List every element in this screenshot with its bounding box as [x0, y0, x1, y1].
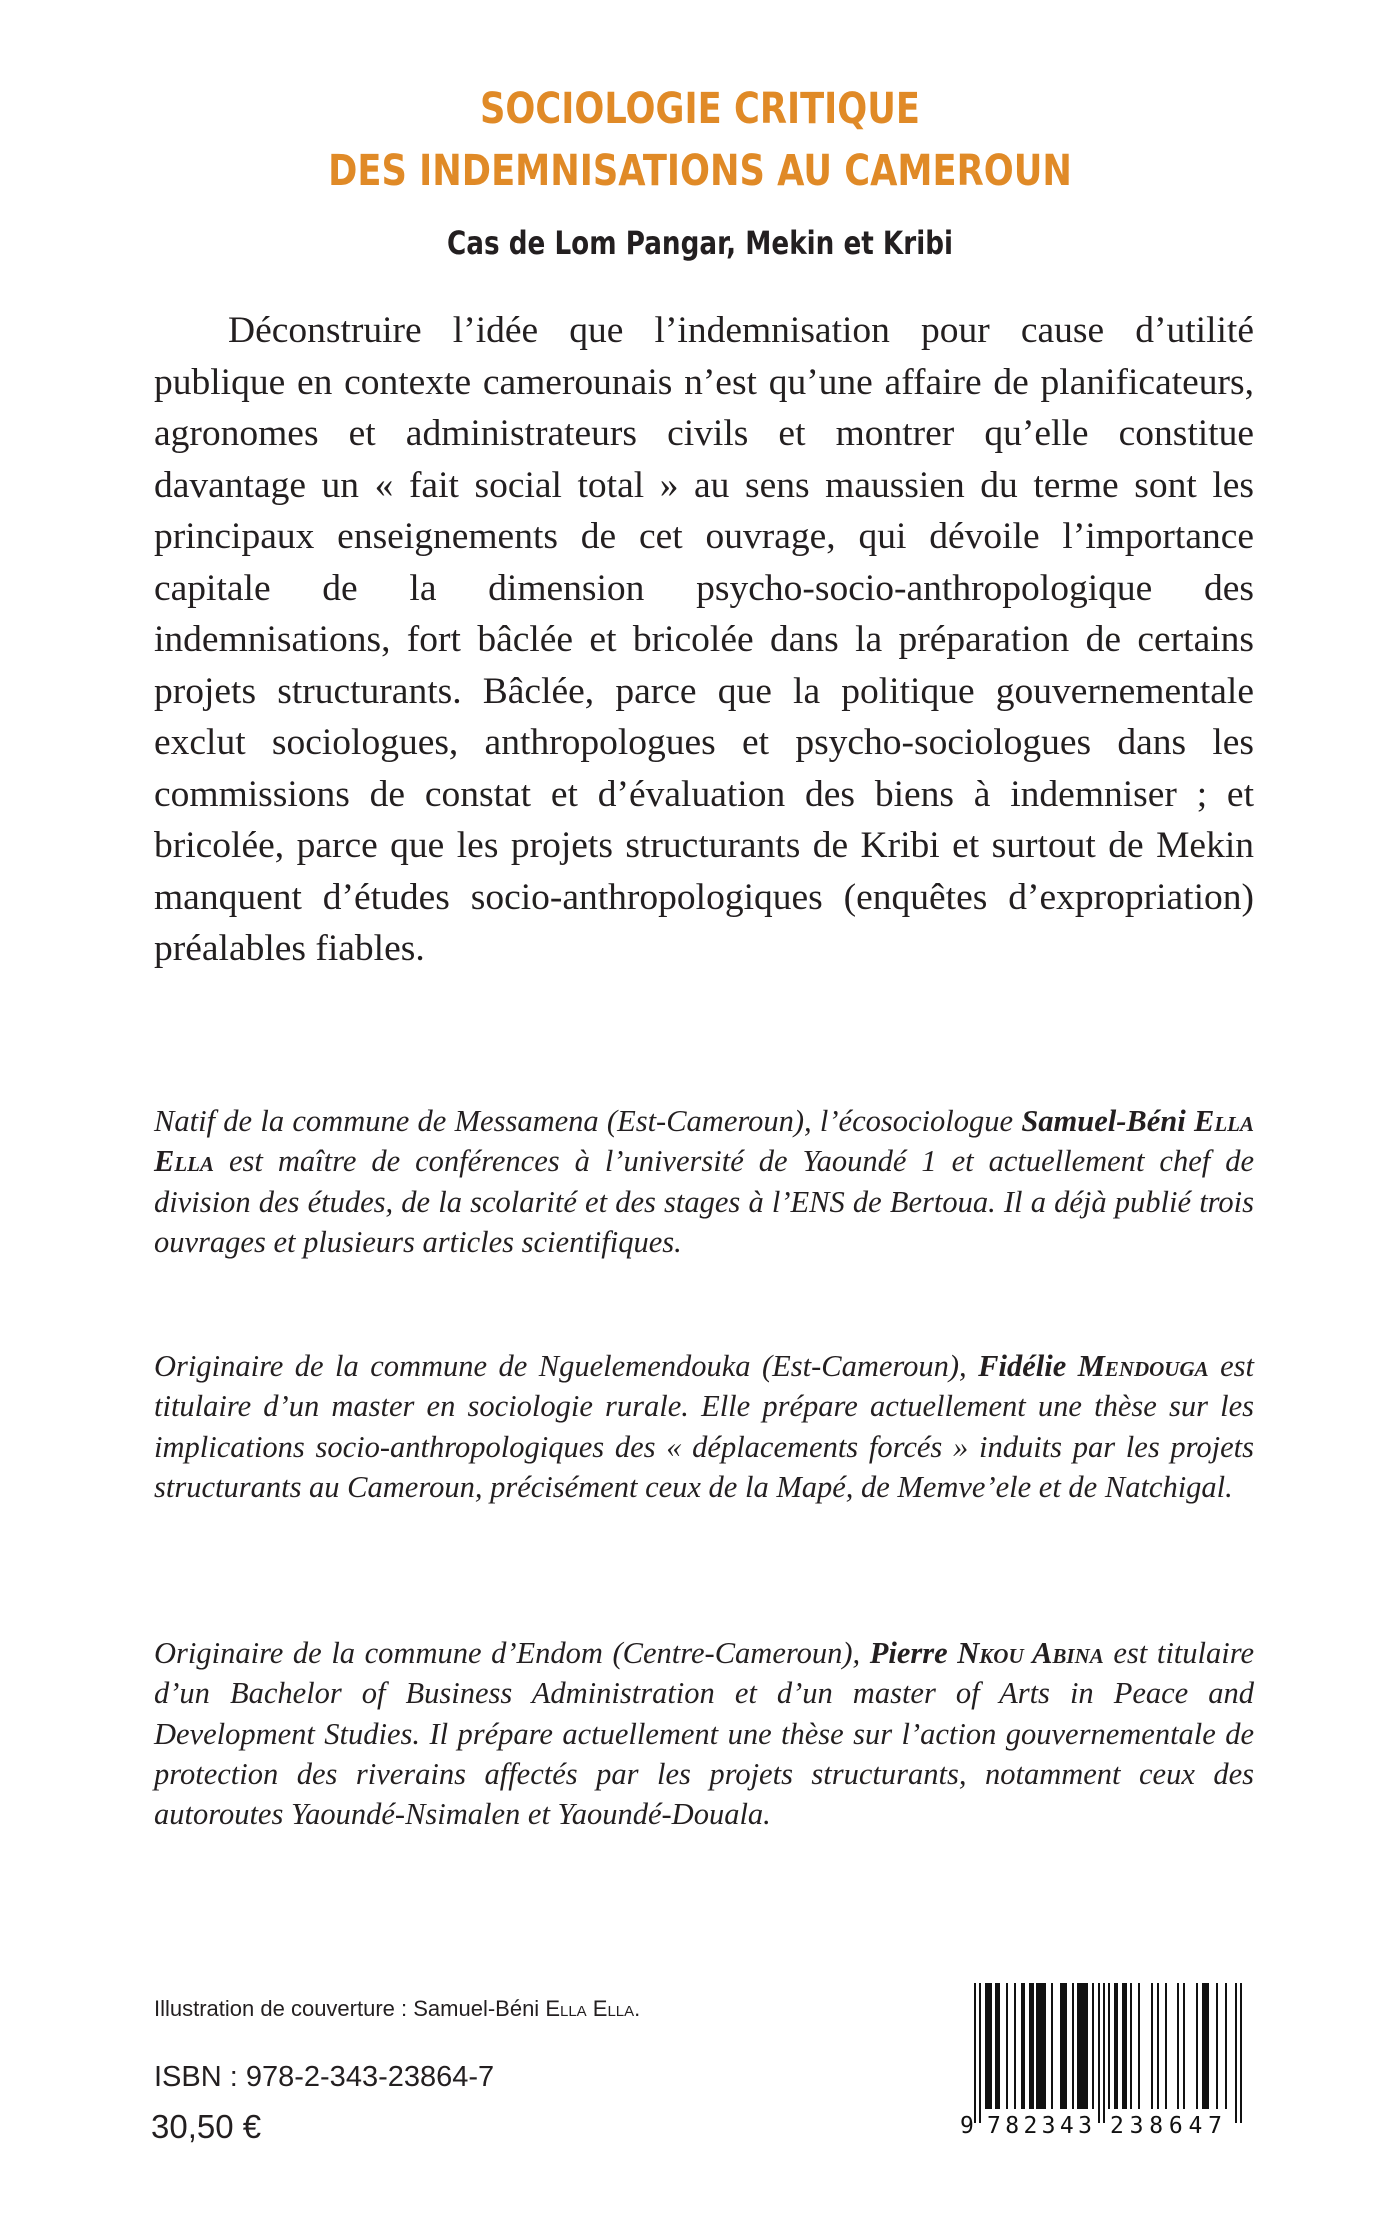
- author-bio-intro: Originaire de la commune d’Endom (Centre-Cameroun),: [154, 1636, 870, 1670]
- author-bio-intro: Originaire de la commune de Nguelemendouka (Est-Cameroun),: [154, 1349, 979, 1383]
- barcode-digits-right: 238647: [1110, 2113, 1222, 2139]
- author-first-name: Fidélie: [978, 1349, 1067, 1383]
- book-subtitle: Cas de Lom Pangar, Mekin et Kribi: [447, 224, 953, 262]
- author-bio-text: est titulaire d’un Bachelor of Business Administration et d’un master of Arts in Peace and Development Studies. Il prépare actuellement une thèse sur l’action gouvernementale de protection des riverains affectés par les projets structurants, notamment ceux des autoroutes Yaoundé-Nsimalen et Yaoundé-Douala.: [154, 1636, 1254, 1832]
- isbn-barcode-icon: [960, 1975, 1260, 2145]
- author-bio-2: [154, 1346, 1254, 1507]
- blurb-paragraph: Déconstruire l’idée que l’indemnisation pour cause d’utilité publique en contexte camerounais n’est qu’une affaire de planificateurs, agronomes et administrateurs civils et montrer qu’elle constitue davantage un « fait social total » au sens maussien du terme sont les principaux enseignements de cet ouvrage, qui dévoile l’importance capitale de la dimension psycho-socio-anthropologique des indemnisations, fort bâclée et bricolée dans la préparation de certains projets structurants. Bâclée, parce que la politique gouvernementale exclut sociologues, anthropologues et psycho-sociologues dans les commissions de constat et d’évaluation des biens à indemniser ; et bricolée, parce que les projets structurants de Kribi et surtout de Mekin manquent d’études socio-anthropologiques (enquêtes d’expropriation) préalables fiables.: [154, 310, 1254, 969]
- isbn-label: ISBN : 978-2-343-23864-7: [154, 2061, 495, 2093]
- author-bio-3: [154, 1633, 1254, 1834]
- author-last-name: Nkou Abina: [957, 1636, 1104, 1670]
- illustration-credit-name: Ella Ella: [545, 1996, 635, 2021]
- book-title-line-2: DES INDEMNISATIONS AU CAMEROUN: [328, 146, 1072, 196]
- illustration-credit-prefix: Illustration de couverture : Samuel-Béni: [154, 1996, 546, 2021]
- author-first-name: Samuel-Béni: [1021, 1104, 1186, 1138]
- illustration-credit-suffix: .: [634, 1996, 641, 2021]
- price-label: 30,50 €: [151, 2108, 262, 2145]
- author-last-name: Mendouga: [1077, 1349, 1209, 1383]
- author-bio-text: est maître de conférences à l’université de Yaoundé 1 et actuellement chef de division des études, de la scolarité et des stages à l’ENS de Bertoua. Il a déjà publié trois ouvrages et plusieurs articles scientifiques.: [154, 1144, 1254, 1259]
- barcode-digits-left: 782343: [987, 2113, 1092, 2139]
- illustration-credit: [154, 1996, 640, 2022]
- author-bio-1: [154, 1101, 1254, 1262]
- author-bio-text: est titulaire d’un master en sociologie rurale. Elle prépare actuellement une thèse sur les implications socio-anthropologiques des « déplacements forcés » induits par les projets structurants au Cameroun, précisément ceux de la Mapé, de Memve’ele et de Natchigal.: [154, 1349, 1254, 1504]
- barcode-digit-first: 9: [960, 2113, 974, 2139]
- author-first-name: Pierre: [869, 1636, 948, 1670]
- author-last-name: Ella Ella: [154, 1104, 1255, 1179]
- book-title-line-1: SOCIOLOGIE CRITIQUE: [480, 84, 920, 134]
- author-bio-intro: Natif de la commune de Messamena (Est-Cameroun), l’écosociologue: [154, 1104, 1022, 1138]
